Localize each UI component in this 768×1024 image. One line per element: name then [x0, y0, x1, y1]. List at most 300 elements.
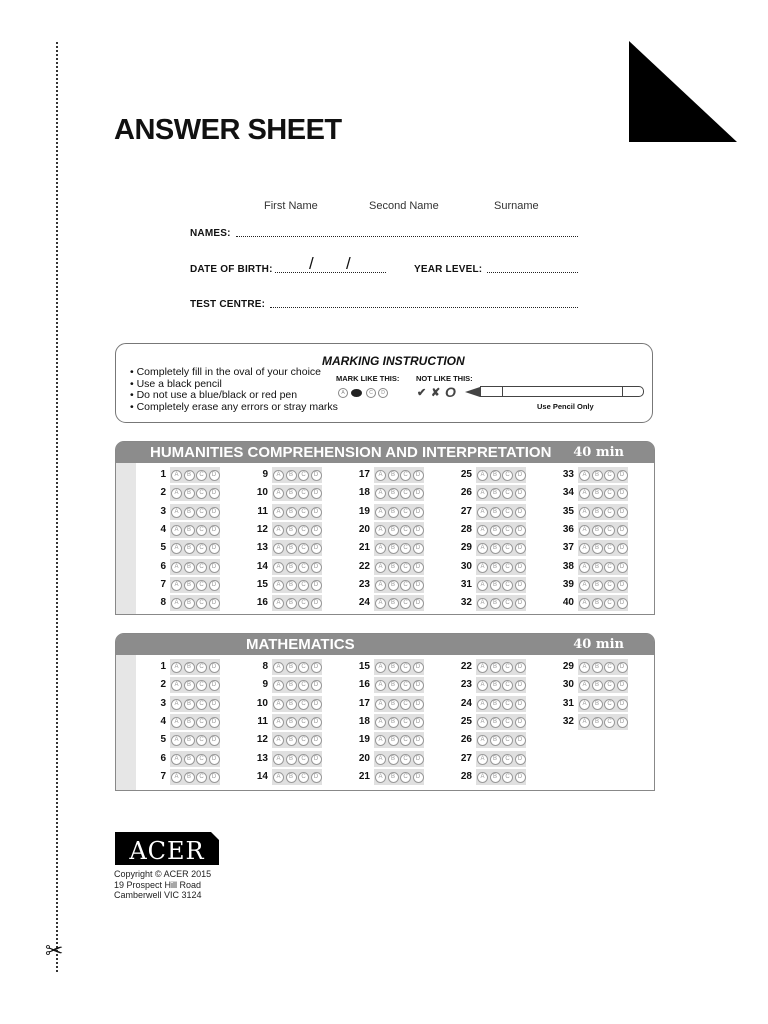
- answer-bubble-a[interactable]: A: [273, 699, 284, 710]
- answer-bubble-d[interactable]: D: [515, 662, 526, 673]
- answer-bubble-a[interactable]: A: [273, 562, 284, 573]
- answer-bubble-a[interactable]: A: [579, 543, 590, 554]
- instruction-item: • Use a black pencil: [130, 379, 338, 391]
- answer-bubble-c[interactable]: C: [298, 662, 309, 673]
- dob-field[interactable]: [275, 272, 386, 273]
- answer-bubble-d[interactable]: D: [311, 470, 322, 481]
- answer-bubble-b[interactable]: B: [490, 772, 501, 783]
- answer-bubble-a[interactable]: A: [477, 598, 488, 609]
- answer-bubble-a[interactable]: A: [579, 562, 590, 573]
- answer-bubble-a[interactable]: A: [477, 525, 488, 536]
- answer-bubble-c[interactable]: C: [196, 470, 207, 481]
- answer-bubble-b[interactable]: B: [286, 543, 297, 554]
- answer-bubble-b[interactable]: B: [592, 488, 603, 499]
- answer-bubble-d[interactable]: D: [209, 598, 220, 609]
- answer-bubble-a[interactable]: A: [375, 662, 386, 673]
- answer-bubble-a[interactable]: A: [375, 680, 386, 691]
- answer-bubble-a[interactable]: A: [477, 699, 488, 710]
- question-number: 5: [160, 734, 166, 746]
- answer-bubble-d[interactable]: D: [311, 562, 322, 573]
- answer-bubble-d[interactable]: D: [209, 717, 220, 728]
- answer-bubble-b[interactable]: B: [490, 580, 501, 591]
- answer-bubble-b[interactable]: B: [286, 717, 297, 728]
- answer-bubble-b[interactable]: B: [388, 680, 399, 691]
- answer-bubble-b[interactable]: B: [388, 488, 399, 499]
- answer-bubble-b[interactable]: B: [286, 662, 297, 673]
- answer-bubble-a[interactable]: A: [579, 488, 590, 499]
- answer-bubble-b[interactable]: B: [388, 525, 399, 536]
- answer-bubble-c[interactable]: C: [298, 543, 309, 554]
- answer-bubble-d[interactable]: D: [413, 488, 424, 499]
- answer-bubble-c[interactable]: C: [196, 543, 207, 554]
- answer-bubble-b[interactable]: B: [490, 562, 501, 573]
- answer-bubble-a[interactable]: A: [579, 699, 590, 710]
- answer-bubble-a[interactable]: A: [273, 662, 284, 673]
- answer-bubble-b[interactable]: B: [490, 470, 501, 481]
- answer-bubble-b[interactable]: B: [592, 580, 603, 591]
- answer-bubble-c[interactable]: C: [400, 754, 411, 765]
- answer-bubble-b[interactable]: B: [592, 543, 603, 554]
- answer-bubble-c[interactable]: C: [400, 735, 411, 746]
- answer-bubble-d[interactable]: D: [413, 699, 424, 710]
- answer-bubble-b[interactable]: B: [490, 525, 501, 536]
- answer-bubble-c[interactable]: C: [502, 754, 513, 765]
- answer-bubble-d[interactable]: D: [515, 754, 526, 765]
- answer-bubble-a[interactable]: A: [273, 754, 284, 765]
- answer-bubble-c[interactable]: C: [604, 525, 615, 536]
- answer-bubble-c[interactable]: C: [502, 735, 513, 746]
- answer-bubble-c[interactable]: C: [502, 543, 513, 554]
- answer-bubble-b[interactable]: B: [286, 754, 297, 765]
- answer-bubble-c[interactable]: C: [298, 754, 309, 765]
- answer-bubble-b[interactable]: B: [286, 699, 297, 710]
- answer-bubble-b[interactable]: B: [490, 598, 501, 609]
- answer-bubble-c[interactable]: C: [400, 699, 411, 710]
- answer-bubble-a[interactable]: A: [579, 580, 590, 591]
- answer-bubble-d[interactable]: D: [515, 680, 526, 691]
- answer-bubble-d[interactable]: D: [617, 580, 628, 591]
- answer-bubble-a[interactable]: A: [273, 488, 284, 499]
- answer-bubble-b[interactable]: B: [592, 525, 603, 536]
- answer-bubble-b[interactable]: B: [286, 580, 297, 591]
- answer-bubble-c[interactable]: C: [400, 598, 411, 609]
- answer-bubble-a[interactable]: A: [579, 717, 590, 728]
- answer-bubble-c[interactable]: C: [298, 717, 309, 728]
- answer-bubble-b[interactable]: B: [388, 754, 399, 765]
- answer-bubble-c[interactable]: C: [604, 543, 615, 554]
- answer-bubble-c[interactable]: C: [502, 488, 513, 499]
- answer-bubble-c[interactable]: C: [400, 662, 411, 673]
- answer-bubble-c[interactable]: C: [196, 717, 207, 728]
- answer-options: [476, 559, 526, 575]
- answer-bubble-a[interactable]: A: [171, 580, 182, 591]
- answer-bubble-a[interactable]: A: [477, 717, 488, 728]
- answer-bubble-b[interactable]: B: [184, 735, 195, 746]
- answer-bubble-a[interactable]: A: [375, 470, 386, 481]
- answer-bubble-a[interactable]: A: [171, 735, 182, 746]
- answer-bubble-b[interactable]: B: [184, 543, 195, 554]
- answer-bubble-b[interactable]: B: [286, 598, 297, 609]
- answer-bubble-c[interactable]: C: [502, 772, 513, 783]
- answer-bubble-a[interactable]: A: [273, 735, 284, 746]
- answer-bubble-b[interactable]: B: [592, 562, 603, 573]
- answer-bubble-b[interactable]: B: [490, 699, 501, 710]
- answer-bubble-c[interactable]: C: [298, 735, 309, 746]
- answer-bubble-a[interactable]: A: [171, 507, 182, 518]
- answer-bubble-a[interactable]: A: [477, 488, 488, 499]
- answer-bubble-c[interactable]: C: [502, 699, 513, 710]
- answer-bubble-c[interactable]: C: [604, 598, 615, 609]
- answer-bubble-c[interactable]: C: [196, 562, 207, 573]
- answer-options: [374, 540, 424, 556]
- answer-bubble-b[interactable]: B: [184, 772, 195, 783]
- answer-bubble-b[interactable]: B: [184, 717, 195, 728]
- answer-bubble-d[interactable]: D: [515, 470, 526, 481]
- answer-bubble-d[interactable]: D: [311, 580, 322, 591]
- answer-bubble-a[interactable]: A: [171, 543, 182, 554]
- answer-bubble-a[interactable]: A: [171, 525, 182, 536]
- answer-bubble-a[interactable]: A: [477, 580, 488, 591]
- answer-bubble-a[interactable]: A: [579, 507, 590, 518]
- answer-bubble-b[interactable]: B: [388, 699, 399, 710]
- answer-bubble-b[interactable]: B: [490, 662, 501, 673]
- answer-bubble-b[interactable]: B: [286, 507, 297, 518]
- answer-bubble-d[interactable]: D: [413, 580, 424, 591]
- answer-bubble-d[interactable]: D: [311, 662, 322, 673]
- answer-bubble-d[interactable]: D: [413, 543, 424, 554]
- answer-bubble-a[interactable]: A: [375, 562, 386, 573]
- answer-bubble-d[interactable]: D: [413, 598, 424, 609]
- answer-bubble-c[interactable]: C: [400, 507, 411, 518]
- question-number: 28: [460, 770, 472, 782]
- answer-bubble-a[interactable]: A: [171, 488, 182, 499]
- answer-bubble-d[interactable]: D: [209, 525, 220, 536]
- answer-bubble-c[interactable]: C: [502, 580, 513, 591]
- answer-bubble-d[interactable]: D: [209, 662, 220, 673]
- answer-bubble-a[interactable]: A: [477, 754, 488, 765]
- answer-bubble-b[interactable]: B: [286, 680, 297, 691]
- answer-bubble-a[interactable]: A: [579, 598, 590, 609]
- answer-bubble-c[interactable]: C: [196, 580, 207, 591]
- answer-bubble-a[interactable]: A: [171, 772, 182, 783]
- answer-options: [272, 714, 322, 730]
- answer-bubble-d[interactable]: D: [617, 488, 628, 499]
- answer-bubble-a[interactable]: A: [579, 662, 590, 673]
- answer-bubble-a[interactable]: A: [273, 580, 284, 591]
- answer-bubble-a[interactable]: A: [375, 488, 386, 499]
- answer-bubble-b[interactable]: B: [388, 543, 399, 554]
- answer-bubble-b[interactable]: B: [592, 598, 603, 609]
- answer-bubble-c[interactable]: C: [400, 543, 411, 554]
- answer-bubble-d[interactable]: D: [617, 507, 628, 518]
- answer-bubble-d[interactable]: D: [617, 662, 628, 673]
- answer-bubble-a[interactable]: A: [171, 699, 182, 710]
- answer-bubble-b[interactable]: B: [388, 470, 399, 481]
- answer-bubble-c[interactable]: C: [604, 662, 615, 673]
- answer-bubble-d[interactable]: D: [209, 562, 220, 573]
- answer-bubble-d[interactable]: D: [515, 699, 526, 710]
- answer-bubble-c[interactable]: C: [604, 680, 615, 691]
- answer-bubble-b[interactable]: B: [388, 507, 399, 518]
- answer-bubble-a[interactable]: A: [171, 680, 182, 691]
- answer-bubble-c[interactable]: C: [298, 699, 309, 710]
- answer-bubble-d[interactable]: D: [413, 772, 424, 783]
- answer-bubble-d[interactable]: D: [413, 754, 424, 765]
- answer-bubble-c[interactable]: C: [400, 470, 411, 481]
- answer-bubble-a[interactable]: A: [375, 735, 386, 746]
- answer-bubble-c[interactable]: C: [604, 717, 615, 728]
- answer-bubble-a[interactable]: A: [375, 543, 386, 554]
- answer-bubble-b[interactable]: B: [490, 735, 501, 746]
- answer-bubble-b[interactable]: B: [286, 488, 297, 499]
- answer-bubble-a[interactable]: A: [375, 598, 386, 609]
- answer-bubble-d[interactable]: D: [209, 580, 220, 591]
- answer-bubble-c[interactable]: C: [604, 470, 615, 481]
- answer-bubble-c[interactable]: C: [400, 525, 411, 536]
- answer-bubble-b[interactable]: B: [592, 507, 603, 518]
- answer-bubble-c[interactable]: C: [298, 507, 309, 518]
- year-level-field[interactable]: [487, 272, 578, 273]
- section-title: HUMANITIES COMPREHENSION AND INTERPRETATION: [150, 444, 552, 461]
- answer-bubble-d[interactable]: D: [413, 717, 424, 728]
- answer-bubble-c[interactable]: C: [502, 562, 513, 573]
- answer-bubble-b[interactable]: B: [388, 662, 399, 673]
- answer-bubble-c[interactable]: C: [604, 488, 615, 499]
- answer-bubble-b[interactable]: B: [490, 717, 501, 728]
- answer-bubble-c[interactable]: C: [298, 562, 309, 573]
- names-field[interactable]: [236, 236, 578, 237]
- answer-bubble-b[interactable]: B: [388, 717, 399, 728]
- answer-bubble-c[interactable]: C: [196, 662, 207, 673]
- question-number: 19: [358, 505, 370, 517]
- answer-bubble-d[interactable]: D: [209, 754, 220, 765]
- answer-bubble-c[interactable]: C: [298, 680, 309, 691]
- answer-bubble-b[interactable]: B: [592, 662, 603, 673]
- answer-bubble-a[interactable]: A: [375, 525, 386, 536]
- answer-bubble-c[interactable]: C: [502, 470, 513, 481]
- answer-bubble-c[interactable]: C: [196, 488, 207, 499]
- answer-bubble-b[interactable]: B: [592, 699, 603, 710]
- answer-bubble-c[interactable]: C: [400, 580, 411, 591]
- test-centre-field[interactable]: [270, 307, 578, 308]
- answer-bubble-d[interactable]: D: [413, 562, 424, 573]
- answer-bubble-c[interactable]: C: [604, 562, 615, 573]
- answer-bubble-a[interactable]: A: [273, 507, 284, 518]
- answer-bubble-b[interactable]: B: [490, 488, 501, 499]
- answer-bubble-a[interactable]: A: [171, 717, 182, 728]
- answer-bubble-d[interactable]: D: [311, 699, 322, 710]
- answer-bubble-a[interactable]: A: [171, 598, 182, 609]
- answer-bubble-b[interactable]: B: [286, 525, 297, 536]
- answer-bubble-c[interactable]: C: [604, 699, 615, 710]
- answer-bubble-d[interactable]: D: [209, 772, 220, 783]
- answer-bubble-d[interactable]: D: [515, 488, 526, 499]
- answer-bubble-d[interactable]: D: [515, 580, 526, 591]
- answer-bubble-d[interactable]: D: [209, 735, 220, 746]
- answer-bubble-a[interactable]: A: [375, 754, 386, 765]
- answer-bubble-d[interactable]: D: [515, 507, 526, 518]
- answer-bubble-a[interactable]: A: [375, 507, 386, 518]
- answer-bubble-b[interactable]: B: [490, 754, 501, 765]
- answer-bubble-c[interactable]: C: [502, 662, 513, 673]
- answer-bubble-d[interactable]: D: [311, 507, 322, 518]
- answer-bubble-d[interactable]: D: [617, 543, 628, 554]
- answer-bubble-d[interactable]: D: [617, 598, 628, 609]
- answer-bubble-c[interactable]: C: [604, 580, 615, 591]
- answer-bubble-c[interactable]: C: [400, 680, 411, 691]
- answer-bubble-d[interactable]: D: [311, 772, 322, 783]
- answer-bubble-b[interactable]: B: [592, 680, 603, 691]
- answer-bubble-c[interactable]: C: [502, 680, 513, 691]
- answer-bubble-a[interactable]: A: [273, 543, 284, 554]
- answer-bubble-d[interactable]: D: [515, 735, 526, 746]
- answer-bubble-d[interactable]: D: [209, 470, 220, 481]
- answer-bubble-a[interactable]: A: [375, 717, 386, 728]
- answer-bubble-a[interactable]: A: [171, 562, 182, 573]
- answer-bubble-c[interactable]: C: [298, 772, 309, 783]
- answer-bubble-a[interactable]: A: [477, 680, 488, 691]
- answer-bubble-b[interactable]: B: [490, 543, 501, 554]
- answer-bubble-d[interactable]: D: [515, 562, 526, 573]
- answer-bubble-b[interactable]: B: [184, 488, 195, 499]
- answer-bubble-a[interactable]: A: [477, 772, 488, 783]
- answer-bubble-a[interactable]: A: [579, 525, 590, 536]
- answer-bubble-b[interactable]: B: [286, 562, 297, 573]
- answer-bubble-a[interactable]: A: [477, 543, 488, 554]
- answer-bubble-a[interactable]: A: [273, 717, 284, 728]
- answer-bubble-d[interactable]: D: [413, 507, 424, 518]
- answer-bubble-b[interactable]: B: [184, 525, 195, 536]
- answer-bubble-d[interactable]: D: [413, 662, 424, 673]
- answer-bubble-c[interactable]: C: [502, 507, 513, 518]
- answer-bubble-d[interactable]: D: [209, 680, 220, 691]
- answer-bubble-c[interactable]: C: [196, 507, 207, 518]
- answer-bubble-a[interactable]: A: [273, 525, 284, 536]
- answer-bubble-d[interactable]: D: [413, 525, 424, 536]
- answer-bubble-d[interactable]: D: [311, 543, 322, 554]
- answer-bubble-b[interactable]: B: [184, 580, 195, 591]
- answer-bubble-a[interactable]: A: [375, 772, 386, 783]
- answer-bubble-c[interactable]: C: [298, 525, 309, 536]
- answer-bubble-c[interactable]: C: [298, 470, 309, 481]
- answer-bubble-a[interactable]: A: [171, 470, 182, 481]
- answer-bubble-d[interactable]: D: [617, 562, 628, 573]
- answer-bubble-b[interactable]: B: [388, 562, 399, 573]
- answer-bubble-b[interactable]: B: [184, 699, 195, 710]
- answer-bubble-d[interactable]: D: [209, 507, 220, 518]
- answer-bubble-d[interactable]: D: [617, 699, 628, 710]
- answer-bubble-c[interactable]: C: [298, 580, 309, 591]
- answer-bubble-c[interactable]: C: [196, 598, 207, 609]
- answer-bubble-c[interactable]: C: [196, 735, 207, 746]
- answer-bubble-b[interactable]: B: [184, 662, 195, 673]
- answer-bubble-a[interactable]: A: [375, 699, 386, 710]
- answer-bubble-b[interactable]: B: [592, 470, 603, 481]
- answer-bubble-c[interactable]: C: [502, 717, 513, 728]
- answer-bubble-d[interactable]: D: [311, 525, 322, 536]
- answer-bubble-b[interactable]: B: [184, 680, 195, 691]
- answer-bubble-a[interactable]: A: [477, 470, 488, 481]
- answer-bubble-d[interactable]: D: [515, 598, 526, 609]
- answer-bubble-d[interactable]: D: [617, 525, 628, 536]
- answer-bubble-d[interactable]: D: [209, 543, 220, 554]
- answer-bubble-a[interactable]: A: [477, 662, 488, 673]
- answer-bubble-a[interactable]: A: [171, 662, 182, 673]
- answer-bubble-c[interactable]: C: [604, 507, 615, 518]
- answer-bubble-d[interactable]: D: [311, 488, 322, 499]
- answer-bubble-a[interactable]: A: [171, 754, 182, 765]
- answer-bubble-d[interactable]: D: [515, 772, 526, 783]
- answer-bubble-a[interactable]: A: [579, 470, 590, 481]
- answer-bubble-d[interactable]: D: [617, 717, 628, 728]
- answer-bubble-d[interactable]: D: [515, 525, 526, 536]
- answer-bubble-b[interactable]: B: [490, 680, 501, 691]
- answer-bubble-c[interactable]: C: [298, 488, 309, 499]
- answer-bubble-b[interactable]: B: [592, 717, 603, 728]
- answer-bubble-b[interactable]: B: [184, 470, 195, 481]
- answer-bubble-a[interactable]: A: [477, 507, 488, 518]
- answer-bubble-d[interactable]: D: [311, 680, 322, 691]
- answer-bubble-b[interactable]: B: [388, 580, 399, 591]
- answer-bubble-c[interactable]: C: [196, 680, 207, 691]
- answer-bubble-b[interactable]: B: [184, 754, 195, 765]
- answer-bubble-c[interactable]: C: [196, 525, 207, 536]
- answer-bubble-c[interactable]: C: [400, 488, 411, 499]
- answer-bubble-a[interactable]: A: [273, 598, 284, 609]
- answer-bubble-d[interactable]: D: [515, 717, 526, 728]
- answer-bubble-d[interactable]: D: [413, 680, 424, 691]
- answer-bubble-b[interactable]: B: [388, 772, 399, 783]
- answer-bubble-b[interactable]: B: [184, 562, 195, 573]
- answer-bubble-c[interactable]: C: [502, 598, 513, 609]
- answer-bubble-a[interactable]: A: [375, 580, 386, 591]
- answer-bubble-b[interactable]: B: [388, 735, 399, 746]
- answer-bubble-b[interactable]: B: [388, 598, 399, 609]
- answer-bubble-c[interactable]: C: [502, 525, 513, 536]
- answer-bubble-c[interactable]: C: [196, 754, 207, 765]
- answer-bubble-b[interactable]: B: [286, 772, 297, 783]
- answer-bubble-a[interactable]: A: [477, 562, 488, 573]
- answer-bubble-d[interactable]: D: [311, 598, 322, 609]
- answer-bubble-d[interactable]: D: [413, 735, 424, 746]
- answer-bubble-a[interactable]: A: [273, 470, 284, 481]
- answer-bubble-d[interactable]: D: [617, 680, 628, 691]
- answer-bubble-c[interactable]: C: [298, 598, 309, 609]
- answer-bubble-c[interactable]: C: [400, 562, 411, 573]
- answer-bubble-c[interactable]: C: [196, 699, 207, 710]
- answer-bubble-d[interactable]: D: [209, 699, 220, 710]
- answer-bubble-c[interactable]: C: [400, 772, 411, 783]
- answer-bubble-b[interactable]: B: [490, 507, 501, 518]
- answer-bubble-c[interactable]: C: [400, 717, 411, 728]
- answer-bubble-b[interactable]: B: [286, 735, 297, 746]
- answer-bubble-b[interactable]: B: [286, 470, 297, 481]
- answer-bubble-d[interactable]: D: [617, 470, 628, 481]
- answer-bubble-a[interactable]: A: [273, 772, 284, 783]
- answer-bubble-c[interactable]: C: [196, 772, 207, 783]
- answer-bubble-a[interactable]: A: [579, 680, 590, 691]
- answer-bubble-d[interactable]: D: [311, 717, 322, 728]
- answer-bubble-a[interactable]: A: [477, 735, 488, 746]
- answer-bubble-b[interactable]: B: [184, 598, 195, 609]
- answer-bubble-d[interactable]: D: [311, 735, 322, 746]
- answer-bubble-d[interactable]: D: [413, 470, 424, 481]
- answer-bubble-b[interactable]: B: [184, 507, 195, 518]
- answer-bubble-d[interactable]: D: [311, 754, 322, 765]
- answer-bubble-d[interactable]: D: [515, 543, 526, 554]
- answer-bubble-d[interactable]: D: [209, 488, 220, 499]
- answer-bubble-a[interactable]: A: [273, 680, 284, 691]
